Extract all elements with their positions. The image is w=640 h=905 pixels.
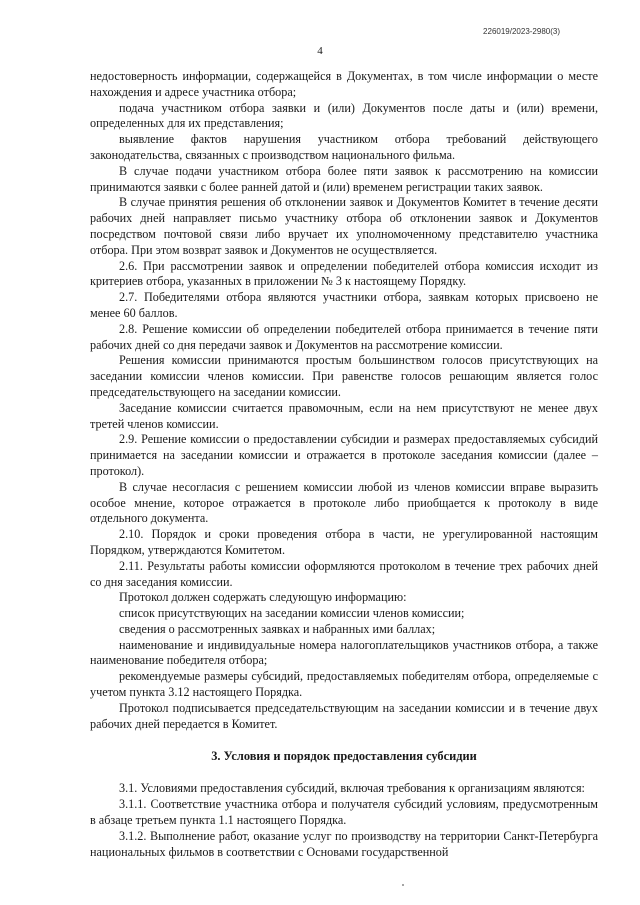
paragraph: список присутствующих на заседании комиссии членов комиссии;: [119, 606, 465, 621]
paragraph: 2.10. Порядок и сроки проведения отбора в части, не урегулированной настоящим Порядком, утверждаются Комитетом.: [90, 527, 598, 557]
paragraph: Протокол должен содержать следующую информацию:: [119, 590, 407, 605]
document-body: [90, 69, 598, 860]
paragraph: 2.11. Результаты работы комиссии оформляются протоколом в течение трех рабочих дней со дня заседания комиссии.: [90, 558, 598, 589]
paragraph: 3.1.1. Соответствие участника отбора и получателя субсидий условиям, предусмотренным в абзаце третьем пункта 1.1 настоящего Порядка.: [90, 797, 598, 828]
paragraph: 2.8. Решение комиссии об определении победителей отбора принимается в течение пяти рабочих дней со дня передачи заявок и Документов на рассмотрение комиссии.: [90, 321, 598, 352]
paragraph: выявление фактов нарушения участником отбора требований действующего законодательства, связанных с производством национального фильма.: [90, 132, 598, 162]
paragraph: В случае подачи участником отбора более пяти заявок к рассмотрению на комиссии принимаются заявки с более ранней датой и (или) временем регистрации таких заявок.: [90, 163, 598, 194]
paragraph: 2.7. Победителями отбора являются участники отбора, заявкам которых присвоено не менее 60 баллов.: [90, 290, 598, 320]
page-number: 4: [317, 45, 323, 57]
paragraph: Протокол подписывается председательствующим на заседании комиссии и в течение двух рабочих дней передается в Комитет.: [90, 700, 598, 731]
paragraph: подача участником отбора заявки и (или) Документов после даты и (или) времени, определенных для их представления;: [90, 100, 598, 131]
paragraph: наименование и индивидуальные номера налогоплательщиков участников отбора, а также наименование победителя отбора;: [90, 637, 598, 668]
paragraph: В случае принятия решения об отклонении заявок и Документов Комитет в течение десяти рабочих дней направляет письмо участнику отбора об отклонении заявок и Документов посредством почтовой связи либо вручает их уполномоченному представителю участника отбора. При этом возврат заявок и Документов не осуществляется.: [90, 195, 598, 257]
section-heading: 3. Условия и порядок предоставления субсидии: [211, 749, 477, 764]
paragraph: сведения о рассмотренных заявках и набранных ими баллах;: [119, 621, 436, 636]
paragraph: 2.9. Решение комиссии о предоставлении субсидии и размерах предоставляемых субсидий принимается на заседании комиссии и отражается в протоколе заседания комиссии (далее – протокол).: [90, 432, 598, 478]
paragraph: недостоверность информации, содержащейся в Документах, в том числе информации о месте нахождения и адресе участника отбора;: [90, 69, 598, 99]
paragraph: 3.1.2. Выполнение работ, оказание услуг по производству на территории Санкт-Петербурга национальных фильмов в соответствии с Основами государственной: [90, 828, 598, 859]
paragraph: В случае несогласия с решением комиссии любой из членов комиссии вправе выразить особое мнение, которое отражается в протоколе либо приобщается к протоколу в виде отдельного документа.: [90, 479, 598, 526]
paragraph: Заседание комиссии считается правомочным, если на нем присутствуют не менее двух третей членов комиссии.: [90, 400, 598, 431]
paragraph: рекомендуемые размеры субсидий, предоставляемых победителям отбора, определяемые с учетом пункта 3.12 настоящего Порядка.: [90, 669, 598, 700]
paragraph: 2.6. При рассмотрении заявок и определении победителей отбора комиссия исходит из критериев отбора, указанных в приложении № 3 к настоящему Порядку.: [90, 258, 598, 289]
paragraph: 3.1. Условиями предоставления субсидий, включая требования к организациям являются:: [119, 781, 585, 796]
scan-speck: [402, 884, 404, 886]
paragraph: Решения комиссии принимаются простым большинством голосов присутствующих на заседании комиссии членов комиссии. При равенстве голосов решающим является голос председательствующего на заседании комиссии.: [90, 353, 598, 399]
document-number: 226019/2023-2980(3): [483, 27, 560, 36]
